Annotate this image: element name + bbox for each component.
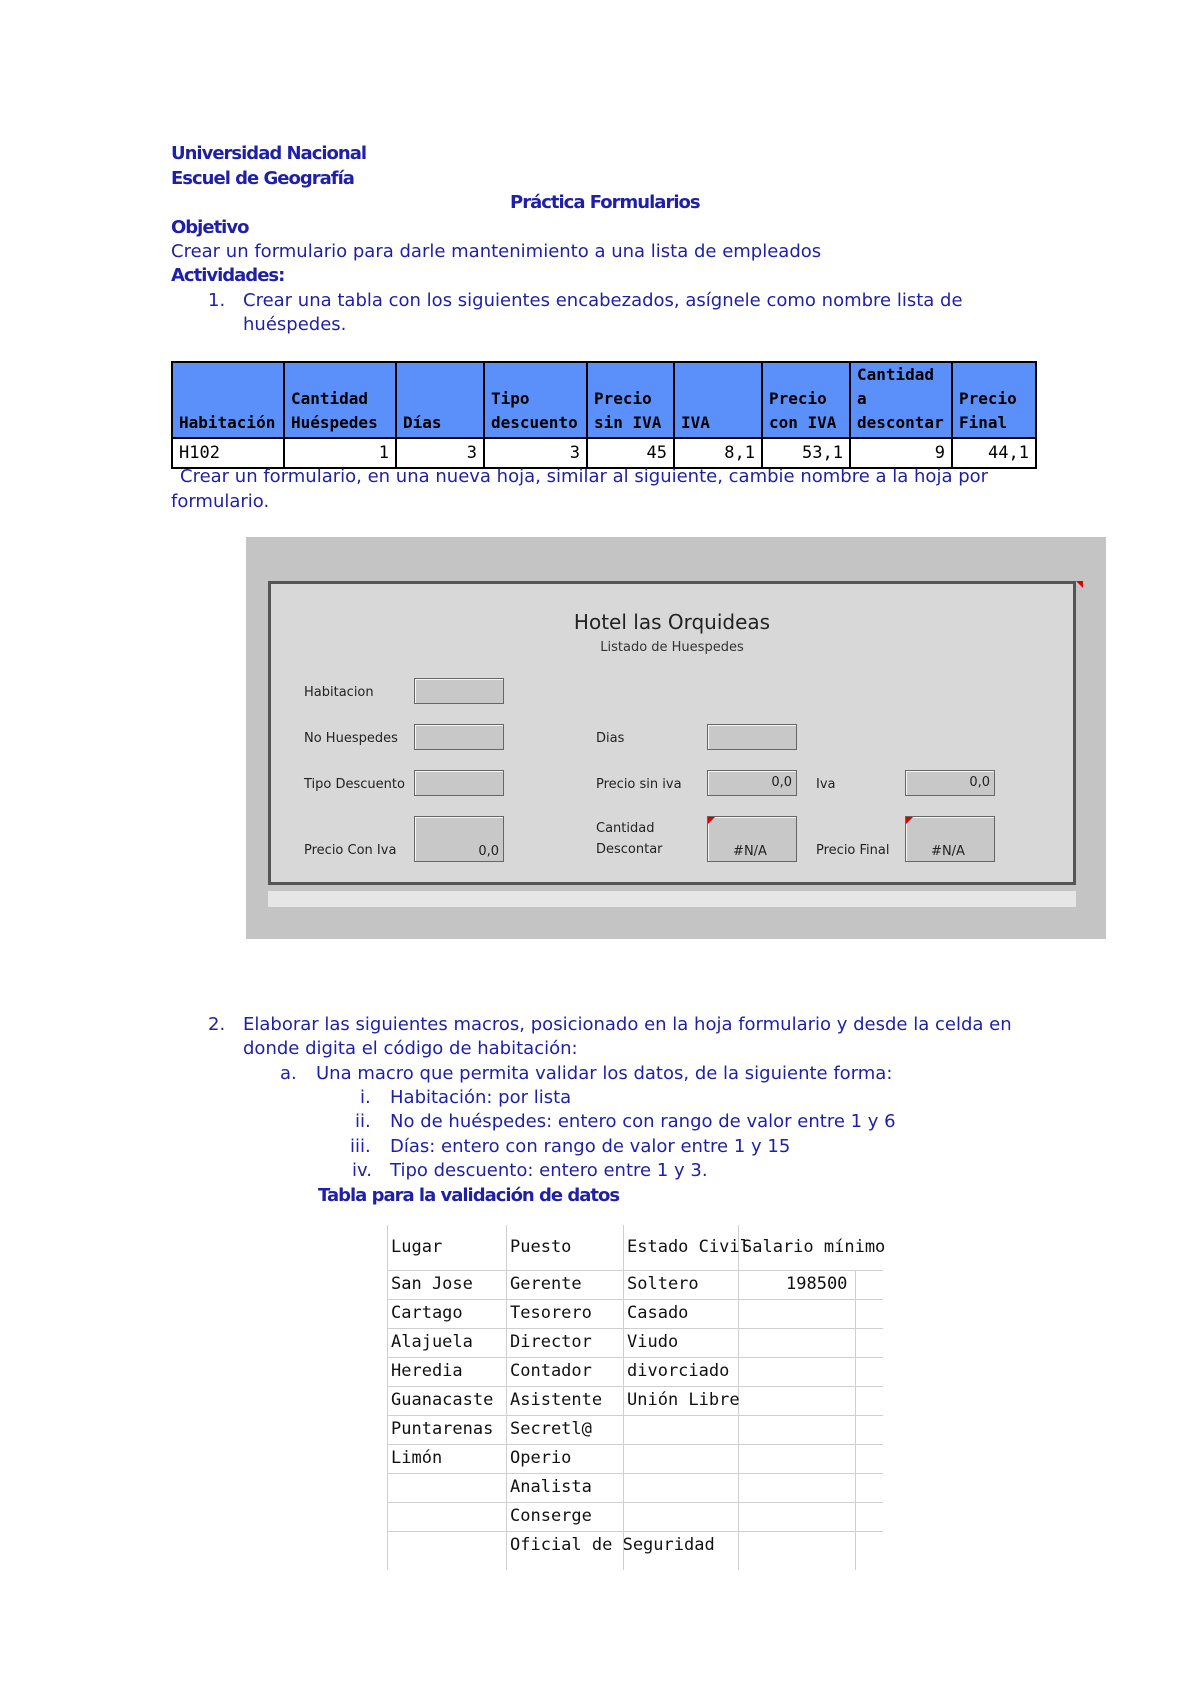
grid-line bbox=[623, 1225, 624, 1570]
grid-line bbox=[506, 1225, 507, 1570]
label-iva: Iva bbox=[816, 777, 836, 792]
input-dias[interactable] bbox=[707, 724, 797, 750]
vt-cell: Casado bbox=[627, 1303, 689, 1323]
header-cantidad-descontar: Cantidad a descontar bbox=[850, 362, 952, 438]
school-name: Escuel de Geografía bbox=[171, 168, 354, 189]
vt-cell: Director bbox=[510, 1332, 592, 1352]
vt-header-puesto: Puesto bbox=[510, 1237, 572, 1257]
vt-cell: Cartago bbox=[391, 1303, 463, 1323]
form-bottom-strip bbox=[268, 891, 1076, 907]
header-tipo-descuento: Tipo descuento bbox=[484, 362, 587, 438]
grid-line bbox=[387, 1386, 883, 1387]
university-name: Universidad Nacional bbox=[171, 143, 367, 164]
form-title: Hotel las Orquideas bbox=[573, 610, 771, 634]
cell-iva: 8,1 bbox=[674, 438, 762, 468]
vt-cell: Guanacaste bbox=[391, 1390, 494, 1410]
label-precio-con-iva: Precio Con Iva bbox=[304, 843, 397, 858]
cell-precio-sin-iva: 45 bbox=[587, 438, 674, 468]
header-precio-sin-iva: Precio sin IVA bbox=[587, 362, 674, 438]
step-1-number: 1. bbox=[208, 290, 226, 311]
cell-precio-con-iva: 53,1 bbox=[762, 438, 850, 468]
document-title: Práctica Formularios bbox=[510, 192, 700, 213]
step-2-line-1: Elaborar las siguientes macros, posicionado en la hoja formulario y desde la celda en bbox=[243, 1014, 1012, 1035]
grid-line bbox=[387, 1299, 883, 1300]
vt-cell: Contador bbox=[510, 1361, 592, 1381]
cell-precio-final: 44,1 bbox=[952, 438, 1036, 468]
label-precio-final: Precio Final bbox=[816, 843, 890, 858]
cell-tipo-descuento: 3 bbox=[484, 438, 587, 468]
step-2-number: 2. bbox=[208, 1014, 226, 1035]
vt-cell: Puntarenas bbox=[391, 1419, 494, 1439]
header-dias: Días bbox=[396, 362, 484, 438]
vt-cell: Heredia bbox=[391, 1361, 463, 1381]
step-2a-marker: a. bbox=[280, 1063, 297, 1084]
item-ii-marker: ii. bbox=[355, 1111, 371, 1132]
item-iv-text: Tipo descuento: entero entre 1 y 3. bbox=[390, 1160, 708, 1181]
label-dias: Dias bbox=[596, 731, 625, 746]
label-habitacion: Habitacion bbox=[304, 685, 374, 700]
grid-line bbox=[387, 1357, 883, 1358]
step-1-line-2: huéspedes. bbox=[243, 314, 347, 335]
input-no-huespedes[interactable] bbox=[414, 724, 504, 750]
cell-dias: 3 bbox=[396, 438, 484, 468]
output-precio-final: #N/A bbox=[905, 816, 995, 862]
validation-table-label: Tabla para la validación de datos bbox=[318, 1185, 620, 1206]
vt-cell: Oficial de Seguridad bbox=[510, 1535, 715, 1555]
step-1b-line-1: Crear un formulario, en una nueva hoja, similar al siguiente, cambie nombre a la hoja por bbox=[180, 466, 989, 487]
label-tipo-descuento: Tipo Descuento bbox=[304, 777, 405, 792]
objective-label: Objetivo bbox=[171, 217, 249, 238]
step-1b-line-2: formulario. bbox=[171, 491, 270, 512]
input-tipo-descuento[interactable] bbox=[414, 770, 504, 796]
guest-table bbox=[171, 361, 1037, 469]
item-i-text: Habitación: por lista bbox=[390, 1087, 572, 1108]
error-marker-precio-final bbox=[906, 817, 913, 824]
vt-cell: Analista bbox=[510, 1477, 592, 1497]
output-iva: 0,0 bbox=[905, 770, 995, 796]
label-precio-sin-iva: Precio sin iva bbox=[596, 777, 682, 792]
cell-habitacion: H102 bbox=[172, 438, 284, 468]
vt-cell: Alajuela bbox=[391, 1332, 473, 1352]
label-no-huespedes: No Huespedes bbox=[304, 731, 398, 746]
grid-line bbox=[387, 1502, 883, 1503]
grid-line bbox=[387, 1473, 883, 1474]
guest-table-row bbox=[172, 438, 1036, 468]
grid-line bbox=[387, 1225, 388, 1570]
label-descontar: Descontar bbox=[596, 842, 663, 857]
item-i-marker: i. bbox=[360, 1087, 371, 1108]
input-precio-sin-iva[interactable]: 0,0 bbox=[707, 770, 797, 796]
input-habitacion[interactable] bbox=[414, 678, 504, 704]
grid-line bbox=[387, 1270, 883, 1271]
excel-form-screenshot bbox=[246, 537, 1106, 939]
vt-cell: Secretl@ bbox=[510, 1419, 592, 1439]
vt-cell: Operio bbox=[510, 1448, 572, 1468]
header-cantidad-huespedes: Cantidad Huéspedes bbox=[284, 362, 396, 438]
vt-cell: Tesorero bbox=[510, 1303, 592, 1323]
step-2a-text: Una macro que permita validar los datos, de la siguiente forma: bbox=[316, 1063, 893, 1084]
vt-cell: Limón bbox=[391, 1448, 443, 1468]
objective-text: Crear un formulario para darle mantenimiento a una lista de empleados bbox=[171, 241, 822, 262]
output-cantidad-descontar: #N/A bbox=[707, 816, 797, 862]
cell-cantidad-huespedes: 1 bbox=[284, 438, 396, 468]
vt-cell: divorciado bbox=[627, 1361, 730, 1381]
vt-header-salario: Salario mínimo bbox=[742, 1237, 886, 1257]
vt-cell-salario: 198500 bbox=[786, 1274, 848, 1294]
item-iv-marker: iv. bbox=[352, 1160, 372, 1181]
vt-cell: San Jose bbox=[391, 1274, 473, 1294]
header-precio-con-iva: Precio con IVA bbox=[762, 362, 850, 438]
item-iii-text: Días: entero con rango de valor entre 1 y 15 bbox=[390, 1136, 791, 1157]
header-precio-final: Precio Final bbox=[952, 362, 1036, 438]
label-cantidad: Cantidad bbox=[596, 821, 655, 836]
comment-marker bbox=[1076, 581, 1083, 588]
output-precio-con-iva: 0,0 bbox=[414, 816, 504, 862]
vt-cell: Conserge bbox=[510, 1506, 592, 1526]
grid-line bbox=[387, 1415, 883, 1416]
vt-cell: Gerente bbox=[510, 1274, 582, 1294]
grid-line bbox=[387, 1328, 883, 1329]
cell-cantidad-descontar: 9 bbox=[850, 438, 952, 468]
vt-cell: Asistente bbox=[510, 1390, 603, 1410]
header-iva: IVA bbox=[674, 362, 762, 438]
activities-label: Actividades: bbox=[171, 265, 285, 286]
grid-line bbox=[387, 1531, 883, 1532]
grid-line bbox=[855, 1270, 856, 1570]
vt-cell: Unión Libre bbox=[627, 1390, 740, 1410]
form-subtitle: Listado de Huespedes bbox=[600, 640, 744, 655]
vt-cell: Soltero bbox=[627, 1274, 699, 1294]
item-iii-marker: iii. bbox=[350, 1136, 371, 1157]
vt-header-lugar: Lugar bbox=[391, 1237, 443, 1257]
guest-table-header-row bbox=[172, 362, 1036, 438]
form-panel bbox=[268, 581, 1076, 885]
header-habitacion: Habitación bbox=[172, 362, 284, 438]
grid-line bbox=[387, 1444, 883, 1445]
error-marker-cantidad bbox=[708, 817, 715, 824]
vt-cell: Viudo bbox=[627, 1332, 679, 1352]
item-ii-text: No de huéspedes: entero con rango de valor entre 1 y 6 bbox=[390, 1111, 896, 1132]
vt-header-estado-civil: Estado Civil bbox=[627, 1237, 750, 1257]
step-1-line-1: Crear una tabla con los siguientes encabezados, asígnele como nombre lista de bbox=[243, 290, 963, 311]
step-2-line-2: donde digita el código de habitación: bbox=[243, 1038, 578, 1059]
